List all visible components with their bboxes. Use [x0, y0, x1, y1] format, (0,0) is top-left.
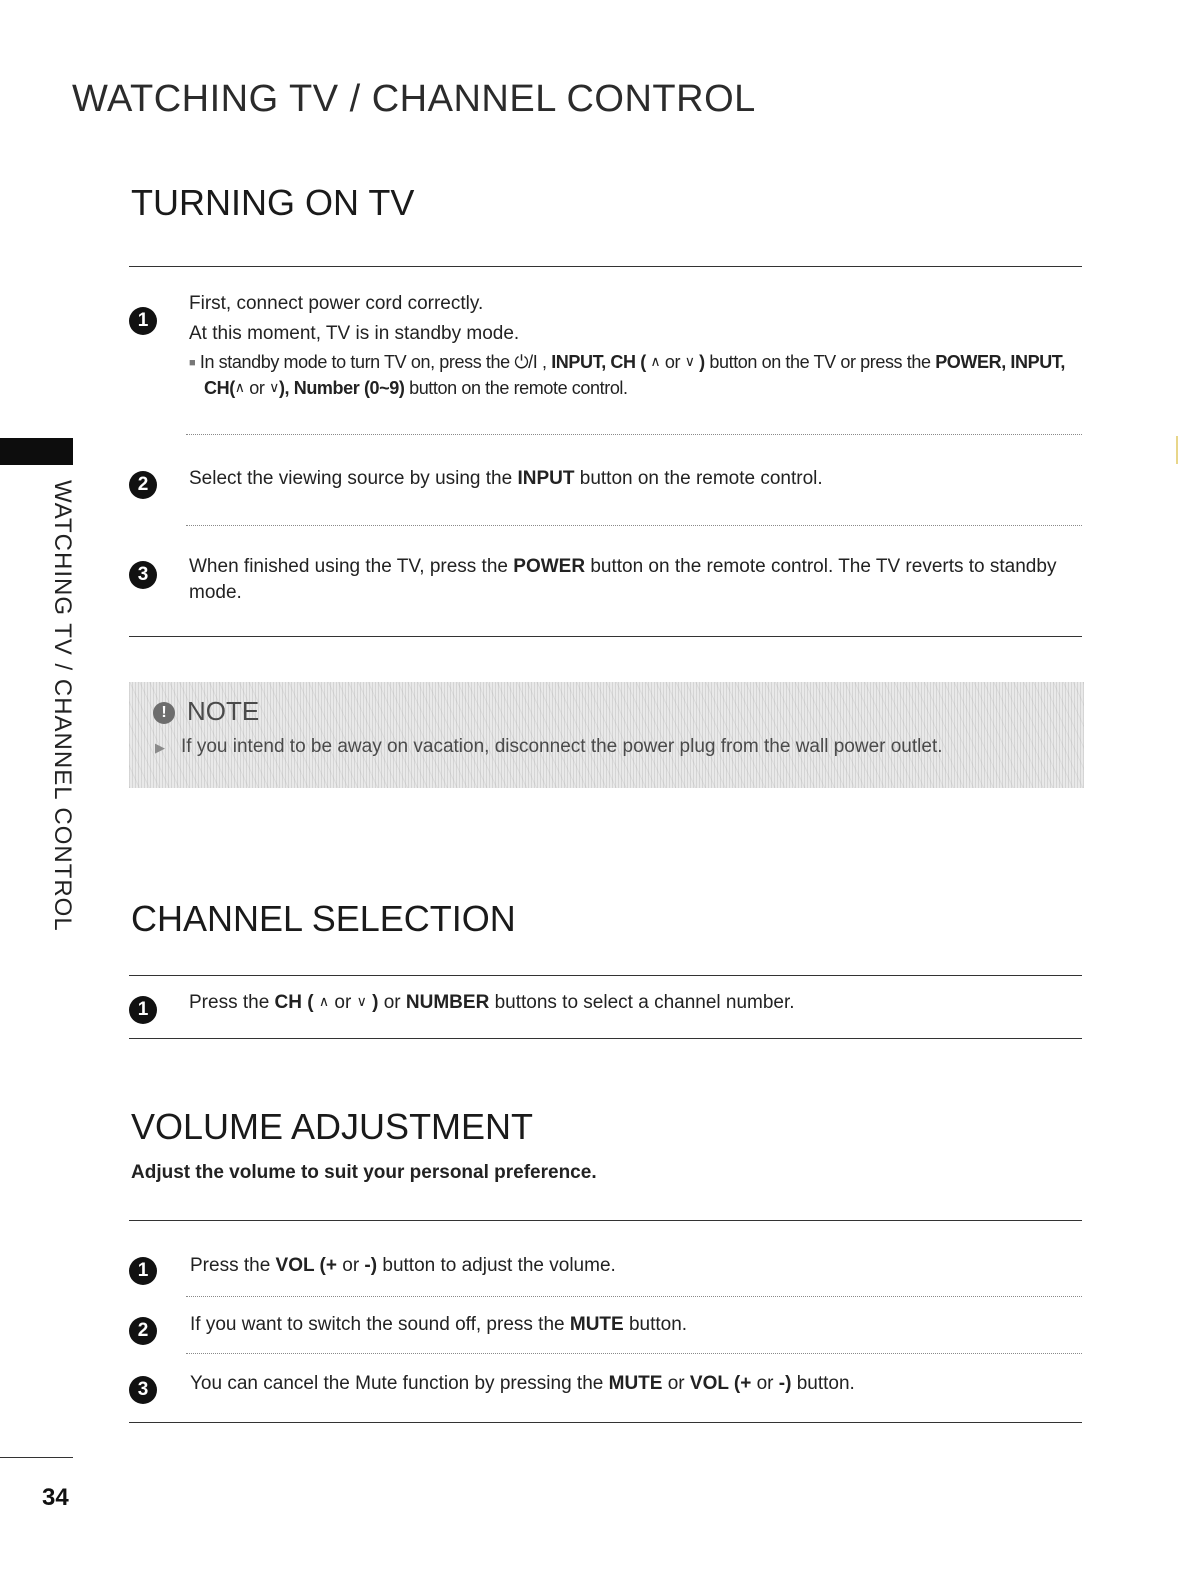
- bullet-icon: ■: [189, 357, 196, 369]
- volume-step-2-text: If you want to switch the sound off, press the MUTE button.: [190, 1314, 688, 1335]
- section-title-channel: CHANNEL SELECTION: [131, 898, 516, 939]
- step-1-line-1: First, connect power cord correctly.: [189, 293, 484, 314]
- step-badge-2: 2: [129, 1317, 157, 1345]
- chevron-down-icon: ∨: [356, 993, 367, 1009]
- footer-rule: [0, 1457, 73, 1458]
- step-badge-3: 3: [129, 561, 157, 589]
- side-section-label: WATCHING TV / CHANNEL CONTROL: [49, 480, 76, 932]
- step-divider: [186, 525, 1082, 526]
- step-2-text: Select the viewing source by using the INPUT button on the remote control.: [189, 468, 823, 489]
- power-icon: ⏻/I: [514, 352, 538, 372]
- section-rule: [129, 1038, 1082, 1039]
- step-1-line-2: At this moment, TV is in standby mode.: [189, 323, 520, 344]
- channel-step-1-text: Press the CH ( ∧ or ∨ ) or NUMBER buttons to select a channel number.: [189, 992, 795, 1013]
- section-rule: [129, 266, 1082, 267]
- step-divider: [186, 1353, 1082, 1354]
- step-badge-1: 1: [129, 996, 157, 1024]
- section-rule: [129, 975, 1082, 976]
- page-number: 34: [42, 1484, 69, 1511]
- step-badge-1: 1: [129, 1257, 157, 1285]
- volume-step-1-text: Press the VOL (+ or -) button to adjust the volume.: [190, 1255, 616, 1276]
- section-rule: [129, 1422, 1082, 1423]
- note-box: [129, 682, 1084, 788]
- section-title-volume: VOLUME ADJUSTMENT: [131, 1106, 534, 1147]
- note-title: NOTE: [187, 696, 260, 726]
- step-3-text-line-2: mode.: [189, 582, 242, 603]
- chevron-up-icon: ∧: [318, 993, 330, 1009]
- step-3-text: When finished using the TV, press the POWER button on the remote control. The TV reverts to standby: [189, 556, 1057, 577]
- step-divider: [186, 1296, 1082, 1297]
- page-title: WATCHING TV / CHANNEL CONTROL: [72, 78, 756, 120]
- chevron-down-icon: ∨: [684, 353, 695, 369]
- volume-subtitle: Adjust the volume to suit your personal preference.: [131, 1162, 597, 1183]
- step-badge-2: 2: [129, 471, 157, 499]
- note-text: If you intend to be away on vacation, disconnect the power plug from the wall power outlet.: [181, 736, 943, 757]
- step-badge-3: 3: [129, 1376, 157, 1404]
- step-divider: [186, 434, 1082, 435]
- chevron-up-icon: ∧: [650, 353, 661, 369]
- volume-step-3-text: You can cancel the Mute function by pressing the MUTE or VOL (+ or -) button.: [190, 1373, 855, 1394]
- step-1-standby-note: ■ In standby mode to turn TV on, press the ⏻/I , INPUT, CH ( ∧ or ∨ ) button on the TV or press the POWER, INPUT,: [189, 352, 1065, 372]
- side-tab-marker: [0, 438, 73, 465]
- section-rule: [129, 636, 1082, 637]
- chevron-up-icon: ∧: [234, 379, 245, 395]
- arrow-right-icon: ▶: [155, 740, 165, 755]
- section-title-turning-on: TURNING ON TV: [131, 182, 415, 223]
- step-badge-1: 1: [129, 307, 157, 335]
- section-rule: [129, 1220, 1082, 1221]
- note-icon: !: [153, 702, 175, 724]
- edge-marker: [1176, 436, 1178, 464]
- step-1-standby-note-line-2: CH(∧ or ∨), Number (0~9) button on the remote control.: [204, 378, 628, 398]
- chevron-down-icon: ∨: [269, 379, 279, 395]
